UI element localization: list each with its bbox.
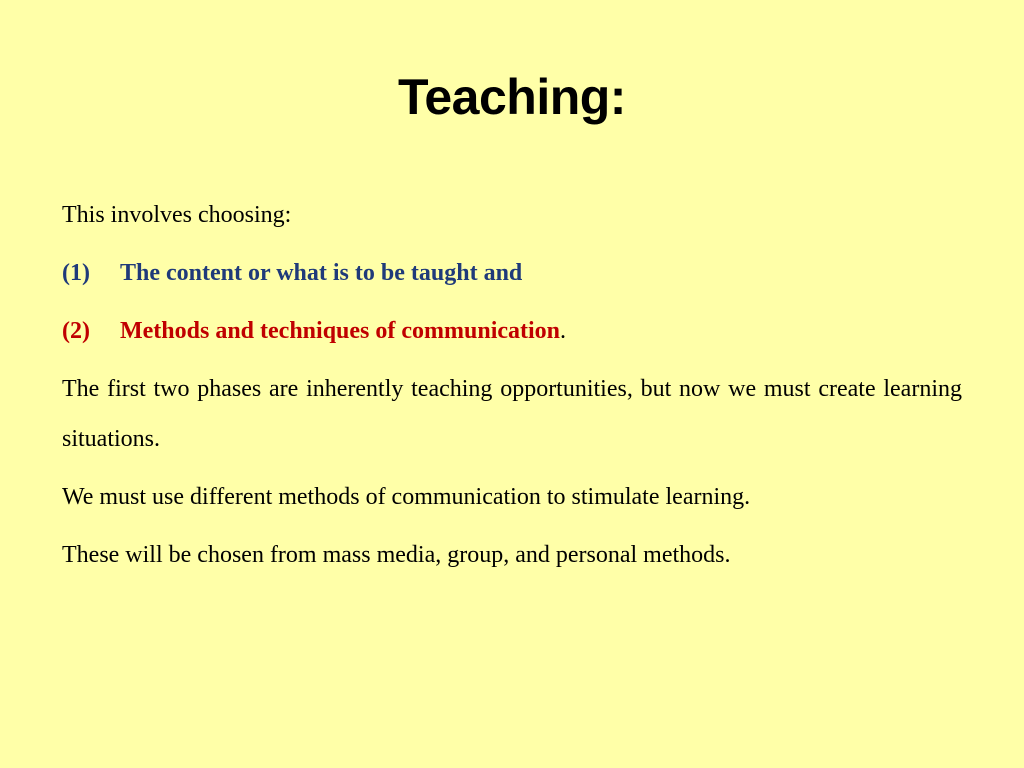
- slide-title: Teaching:: [398, 69, 626, 125]
- paragraph-2: We must use different methods of communication to stimulate learning.: [62, 484, 751, 510]
- list-suffix-2: .: [560, 318, 567, 344]
- list-number-2: (2): [62, 318, 90, 344]
- intro-text: This involves choosing:: [62, 202, 292, 228]
- paragraph-1: The first two phases are inherently teaching opportunities, but now we must create learning situations.: [62, 376, 962, 452]
- list-text-1: The content or what is to be taught and: [120, 260, 523, 286]
- slide-body: [62, 190, 962, 588]
- list-item-1: [62, 248, 962, 298]
- list-text-2: Methods and techniques of communication: [120, 318, 561, 344]
- list-number-1: (1): [62, 260, 90, 286]
- paragraph-3: These will be chosen from mass media, group, and personal methods.: [62, 542, 731, 568]
- list-item-2: [62, 306, 962, 356]
